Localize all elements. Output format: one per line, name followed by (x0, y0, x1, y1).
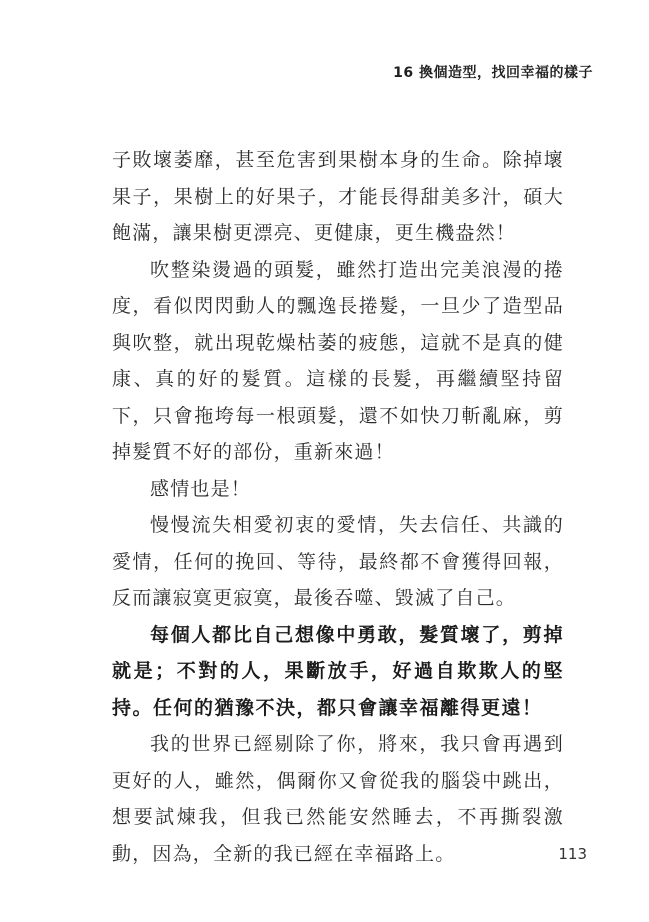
body-text (112, 142, 564, 872)
paragraph-love-too: 感情也是！ (150, 477, 252, 500)
paragraph-fading-love: 慢慢流失相愛初衷的愛情，失去信任、共識的愛情，任何的挽回、等待，最終都不會獲得回報，反而讓寂寞更寂寞，最後吞噬、毀滅了自己。 (112, 514, 564, 609)
paragraph-emphasis: 每個人都比自己想像中勇敢，髮質壞了，剪掉就是；不對的人，果斷放手，好過自欺欺人的堅持。任何的猶豫不決，都只會讓幸福離得更遠！ (112, 623, 564, 719)
paragraph-hair-perm: 吹整染燙過的頭髮，雖然打造出完美浪漫的捲度，看似閃閃動人的飄逸長捲髮，一旦少了造型品與吹整，就出現乾燥枯萎的疲態，這就不是真的健康、真的好的髮質。這樣的長髮，再繼續堅持留下，只會拖垮每一根頭髮，還不如快刀斬亂麻，剪掉髮質不好的部份，重新來過！ (112, 258, 564, 463)
paragraph-continued: 子敗壞萎靡，甚至危害到果樹本身的生命。除掉壞果子，果樹上的好果子，才能長得甜美多汁，碩大飽滿，讓果樹更漂亮、更健康，更生機盎然！ (112, 149, 564, 244)
page-number: 113 (558, 845, 587, 863)
running-header: 16 換個造型，找回幸福的樣子 (393, 65, 593, 81)
paragraph-conclusion: 我的世界已經剔除了你，將來，我只會再遇到更好的人，雖然，偶爾你又會從我的腦袋中跳出，想要試煉我，但我已然能安然睡去，不再撕裂激動，因為，全新的我已經在幸福路上。 (112, 733, 564, 865)
